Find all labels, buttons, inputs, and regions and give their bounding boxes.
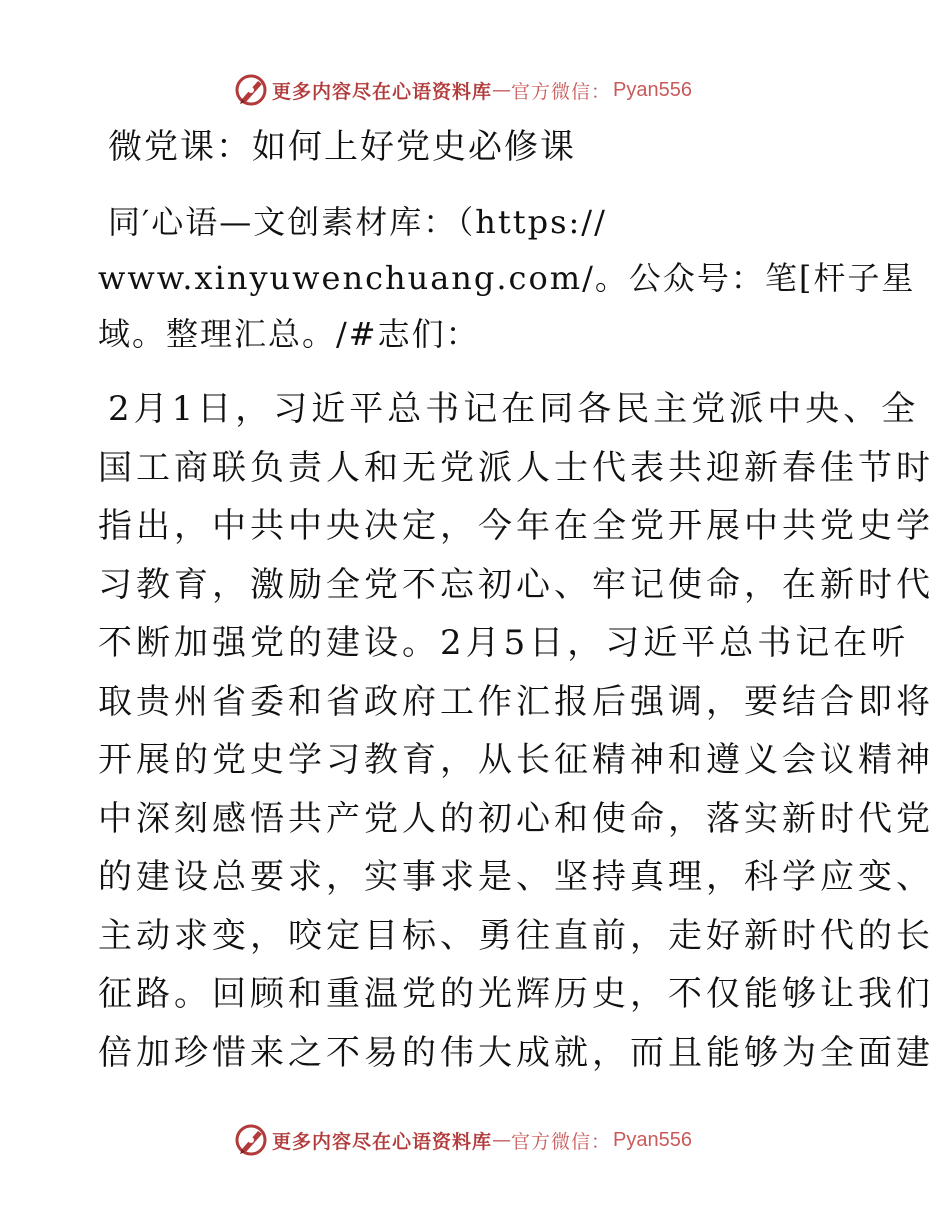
- source-paragraph: [98, 194, 916, 362]
- body-line: 2月1日，习近平总书记在同各民主党派中央、全: [108, 389, 920, 429]
- watermark-main-text: 更多内容尽在心语资料库: [272, 1130, 493, 1153]
- watermark-wechat-id: Pyan556: [613, 1128, 692, 1151]
- body-line: 的建设总要求，实事求是、坚持真理，科学应变、: [98, 857, 934, 897]
- footer-watermark-banner: [234, 1122, 692, 1158]
- body-line: 不断加强党的建设。2月5日，习近平总书记在听: [98, 623, 910, 663]
- document-title: 微党课：如何上好党史必修课: [108, 127, 576, 167]
- source-line: 域。整理汇总。/#志们：: [98, 315, 480, 353]
- watermark-separator: —: [492, 79, 512, 101]
- body-line: 倍加珍惜来之不易的伟大成就，而且能够为全面建: [98, 1032, 934, 1073]
- watermark-wechat-id: Pyan556: [613, 78, 692, 101]
- watermark-wechat-label: 官方微信：: [511, 80, 612, 103]
- watermark-wechat-label: 官方微信：: [511, 1130, 612, 1153]
- watermark-separator: —: [492, 1129, 512, 1151]
- pen-logo-icon: [234, 1123, 268, 1157]
- watermark-main-text: 更多内容尽在心语资料库: [272, 80, 493, 103]
- body-paragraph: [98, 380, 934, 1082]
- source-line: 同′心语—文创素材库：（https://: [108, 203, 607, 241]
- body-line: 征路。回顾和重温党的光辉历史，不仅能够让我们: [98, 974, 934, 1014]
- source-line: www.xinyuwenchuang.com/。公众号：笔[杆子星: [98, 259, 916, 297]
- body-line: 中深刻感悟共产党人的初心和使命，落实新时代党: [98, 798, 934, 839]
- body-line: 主动求变，咬定目标、勇往直前，走好新时代的长: [98, 915, 934, 956]
- body-line: 习教育，激励全党不忘初心、牢记使命，在新时代: [98, 564, 934, 605]
- body-line: 指出，中共中央决定，今年在全党开展中共党史学: [98, 506, 934, 546]
- body-line: 取贵州省委和省政府工作汇报后强调，要结合即将: [98, 681, 934, 722]
- body-line: 国工商联负责人和无党派人士代表共迎新春佳节时: [98, 447, 934, 488]
- pen-logo-icon: [234, 73, 268, 107]
- header-watermark-banner: [234, 72, 692, 108]
- body-line: 开展的党史学习教育，从长征精神和遵义会议精神: [98, 740, 934, 780]
